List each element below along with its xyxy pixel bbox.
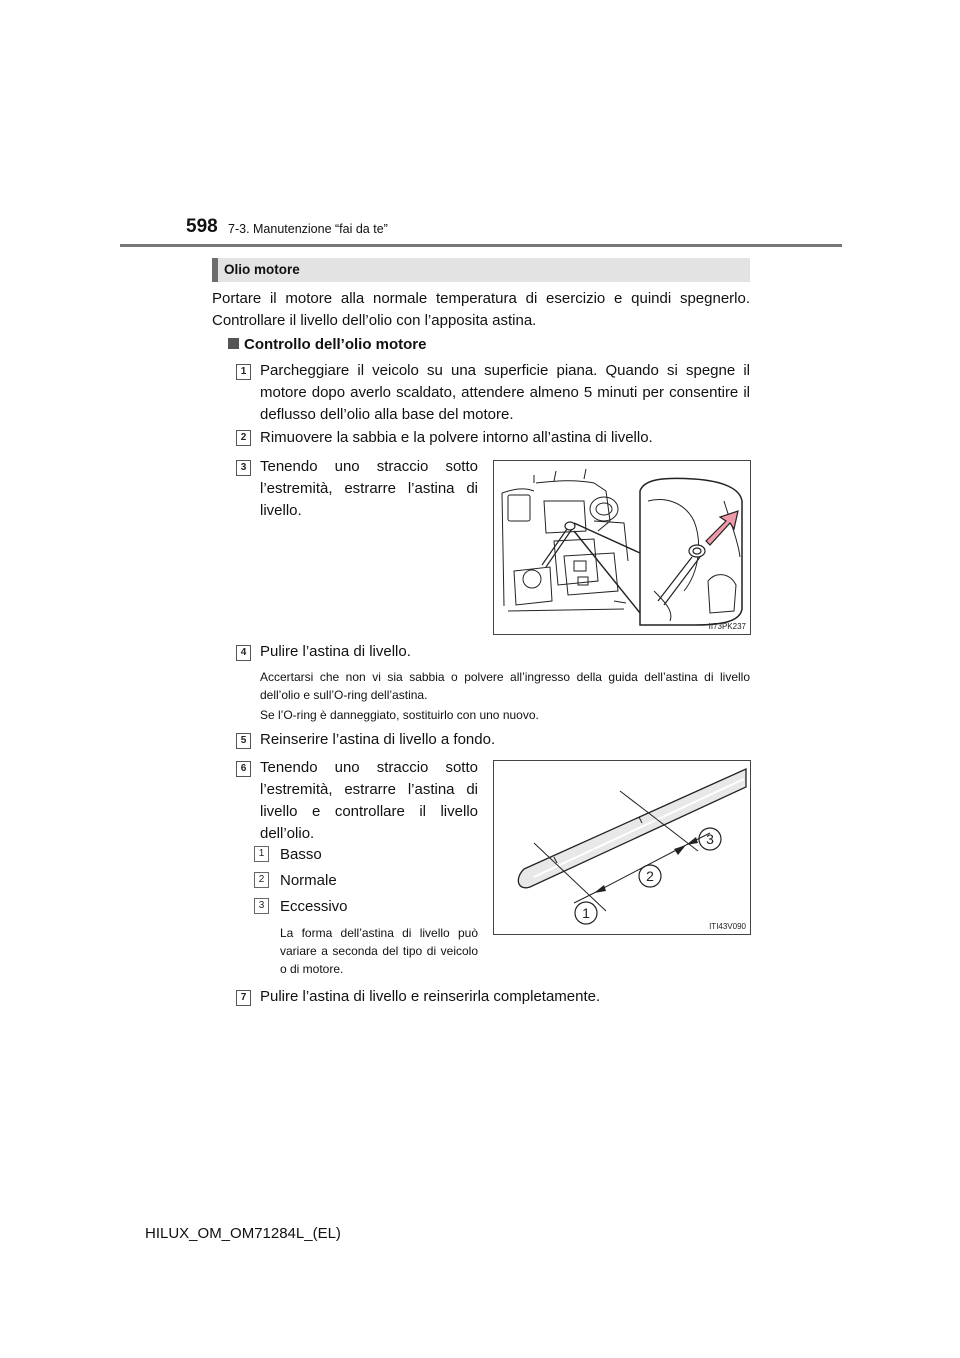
dipstick-callout-2: 2 [646, 868, 654, 884]
engine-illustration [494, 461, 750, 634]
chapter-title: 7-3. Manutenzione “fai da te” [228, 222, 388, 236]
header-rule [120, 244, 842, 247]
page-number: 598 [186, 216, 218, 237]
subheading-text: Controllo dell’olio motore [244, 336, 427, 353]
step-6-note: La forma dell’astina di livello può variare a seconda del tipo di veicolo o di motore. [280, 926, 478, 976]
dipstick-callout-3: 3 [706, 831, 714, 847]
section-title: Olio motore [224, 262, 300, 277]
step-1-text: Parcheggiare il veicolo su una superficie piana. Quando si spegne il motore dopo averlo scaldato, attendere almeno 5 minuti per consentire il deflusso dell’olio alla base del motore. [260, 362, 750, 423]
level-number-1: 1 [254, 846, 269, 862]
intro-paragraph: Portare il motore alla normale temperatura di esercizio e quindi spegnerlo. Controllare il livello dell’olio con l’apposita astina. [212, 290, 750, 329]
dipstick-figure-code: ITI43V090 [709, 922, 746, 931]
subheading [228, 336, 427, 353]
step-number-1: 1 [236, 364, 251, 380]
step-4-note: Accertarsi che non vi sia sabbia o polvere all’ingresso della guida dell’astina di livello dell’olio e sull’O-ring dell’astina. [260, 670, 750, 702]
step-2-text: Rimuovere la sabbia e la polvere intorno all’astina di livello. [260, 429, 653, 446]
engine-figure-code: II73PK237 [708, 622, 746, 631]
level-number-2: 2 [254, 872, 269, 888]
step-number-7: 7 [236, 990, 251, 1006]
square-bullet-icon [228, 338, 239, 349]
dipstick-illustration [494, 761, 750, 934]
step-6-text: Tenendo uno straccio sotto l’estremità, estrarre l’astina di livello e controllare il livello dell’olio. [260, 759, 478, 842]
document-id: HILUX_OM_OM71284L_(EL) [145, 1225, 341, 1242]
step-5-text: Reinserire l’astina di livello a fondo. [260, 731, 496, 748]
section-accent [212, 258, 218, 282]
step-number-6: 6 [236, 761, 251, 777]
step-4-text: Pulire l’astina di livello. [260, 643, 411, 660]
dipstick-level-figure [493, 760, 751, 935]
step-number-5: 5 [236, 733, 251, 749]
step-number-4: 4 [236, 645, 251, 661]
step-number-3: 3 [236, 460, 251, 476]
step-3-text: Tenendo uno straccio sotto l’estremità, estrarre l’astina di livello. [260, 458, 478, 519]
level-label-normal: Normale [280, 872, 337, 889]
step-number-2: 2 [236, 430, 251, 446]
step-4-note-2: Se l’O-ring è danneggiato, sostituirlo con uno nuovo. [260, 708, 539, 722]
level-label-excessive: Eccessivo [280, 898, 348, 915]
step-7-text: Pulire l’astina di livello e reinserirla completamente. [260, 988, 601, 1005]
section-heading-bar [212, 258, 750, 282]
engine-dipstick-figure [493, 460, 751, 635]
dipstick-callout-1: 1 [582, 905, 590, 921]
level-label-low: Basso [280, 846, 322, 863]
level-number-3: 3 [254, 898, 269, 914]
